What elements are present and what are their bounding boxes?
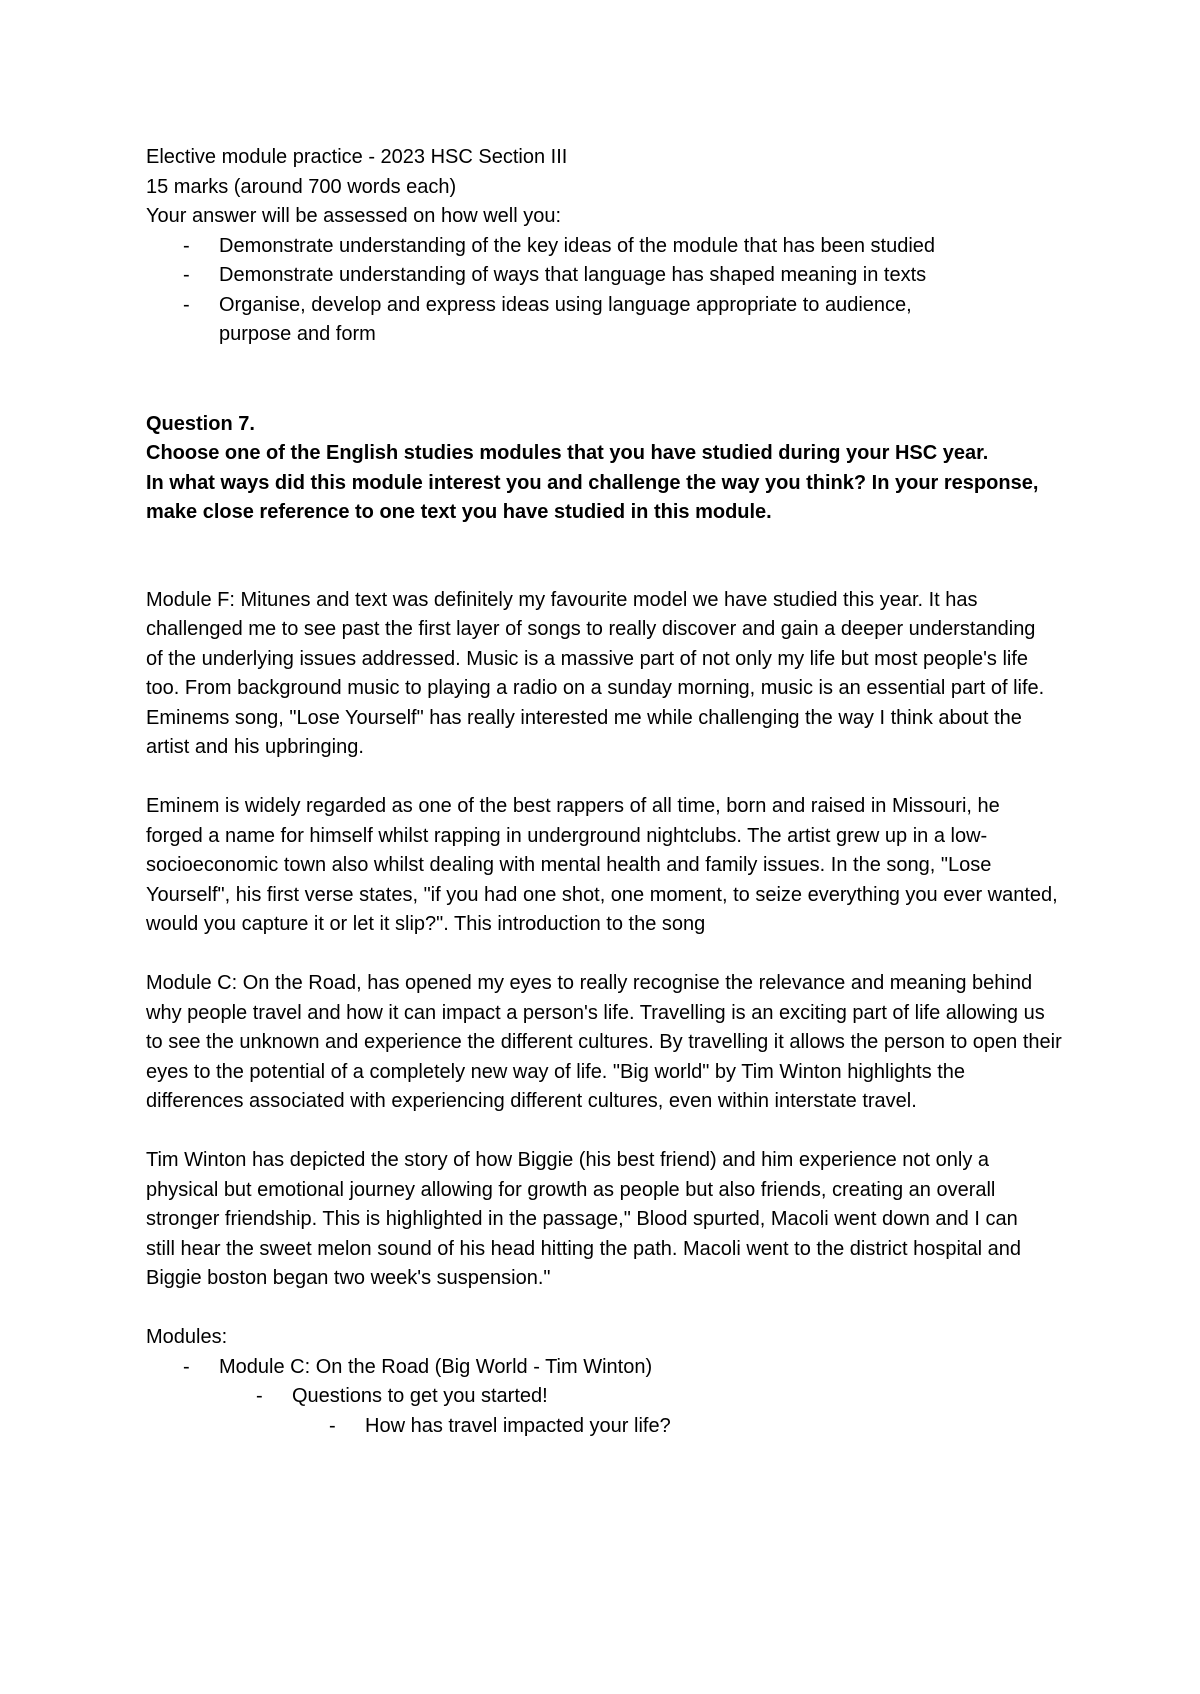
essay-paragraph: Module C: On the Road, has opened my eyes to really recognise the relevance and meaning behind why people travel and how it can impact a person's life. Travelling is an exciting part of life allowing us to see the unknown and experience the different cultures. By travelling it allows the person to open their eyes to the potential of a completely new way of life. "Big world" by Tim Winton highlights the differences associated with experiencing different cultures, even within interstate travel. [146,972,1062,1112]
spacer [146,1294,1066,1324]
module-item [146,1353,1066,1442]
criteria-list [146,232,1066,350]
document-page [146,143,1066,1441]
module-item-text: Module C: On the Road (Big World - Tim Winton) [219,1355,653,1378]
criteria-item [146,261,1066,291]
doc-title: Elective module practice - 2023 HSC Section III [146,146,568,168]
dash-bullet: - [329,1414,336,1437]
assessed-intro: Your answer will be assessed on how well you: [146,205,562,227]
criteria-item [146,232,1066,262]
dash-bullet: - [183,293,190,316]
essay-paragraph: Module F: Mitunes and text was definitely my favourite model we have studied this year. It has challenged me to see past the first layer of songs to really discover and gain a deeper understanding of the underlying issues addressed. Music is a massive part of not only my life but most people's life too. From background music to playing a radio on a sunday morning, music is an essential part of life. Eminems song, "Lose Yourself" has really interested me while challenging the way I think about the artist and his upbringing. [146,588,1045,758]
module-subitem [219,1382,1066,1441]
modules-heading: Modules: [146,1326,228,1348]
question-number: Question 7. [146,412,255,435]
dash-bullet: - [183,234,190,257]
criteria-item [146,291,959,350]
question-line-1: Choose one of the English studies modules that you have studied during your HSC year. [146,442,989,464]
dash-bullet: - [183,1355,190,1378]
marks-info: 15 marks (around 700 words each) [146,175,457,198]
module-subsubitem [292,1412,1066,1442]
spacer [146,763,1066,793]
essay-paragraph: Tim Winton has depicted the story of how Biggie (his best friend) and him experience not only a physical but emotional journey allowing for growth as people but also friends, creating an overall stronger friendship. This is highlighted in the passage," Blood spurted, Macoli went down and I can still hear the sweet melon sound of his head hitting the path. Macoli went to the district hospital and Biggie boston began two week's suspension." [146,1149,1021,1289]
essay-paragraph: Eminem is widely regarded as one of the best rappers of all time, born and raised in Missouri, he forged a name for himself whilst rapping in underground nightclubs. The artist grew up in a low-socioeconomic town also whilst dealing with mental health and family issues. In the song, "Lose Yourself", his first verse states, "if you had one shot, one moment, to seize everything you ever wanted, would you capture it or let it slip?". This introduction to the song [146,795,1058,935]
module-sublist [219,1382,1066,1441]
dash-bullet: - [256,1385,263,1407]
module-subsubitem-text: How has travel impacted your life? [365,1414,671,1437]
spacer [146,940,1066,970]
module-subitem-text: Questions to get you started! [292,1385,548,1407]
spacer [146,528,1066,586]
criteria-text: Demonstrate understanding of ways that language has shaped meaning in texts [219,264,927,286]
spacer [146,350,1066,410]
question-line-2: In what ways did this module interest you and challenge the way you think? In your response, make close reference to one text you have studied in this module. [146,471,1039,523]
criteria-text: Demonstrate understanding of the key ideas of the module that has been studied [219,234,936,257]
modules-list [146,1353,1066,1442]
spacer [146,1117,1066,1147]
criteria-text: Organise, develop and express ideas using language appropriate to audience, purpose and form [219,293,912,345]
dash-bullet: - [183,264,190,286]
module-subsublist [292,1412,1066,1442]
